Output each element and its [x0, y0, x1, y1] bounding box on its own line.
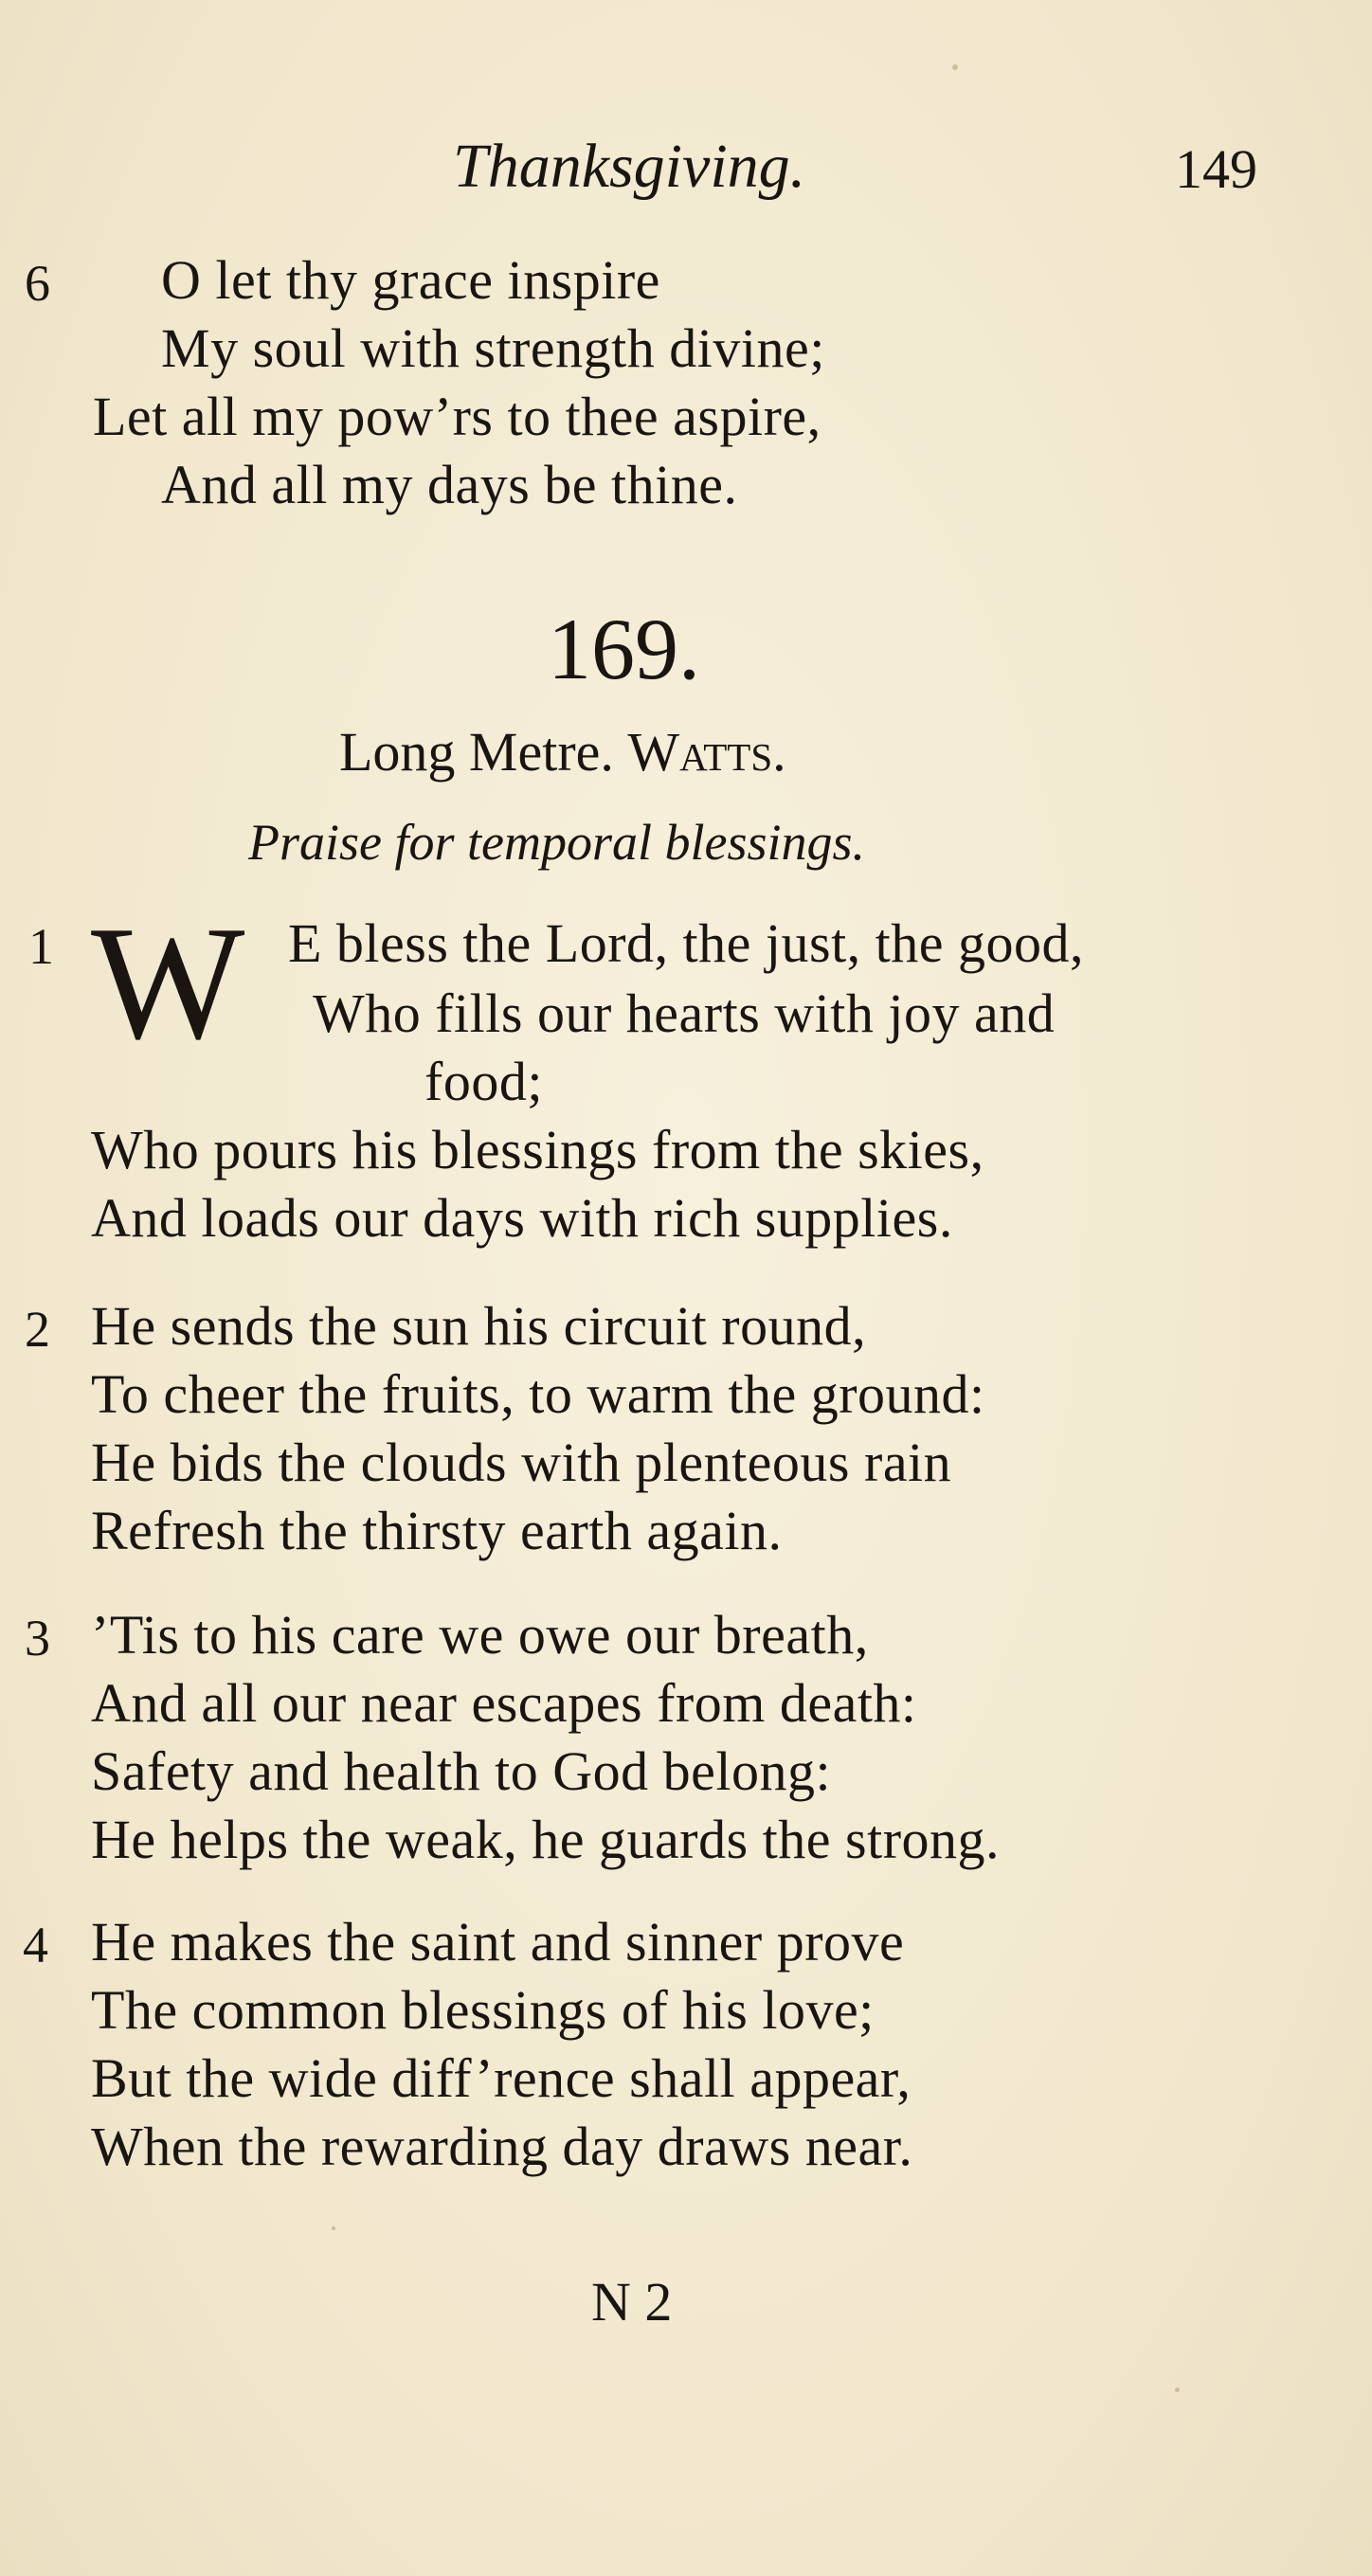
- verse-line: Who pours his blessings from the skies,: [91, 1119, 984, 1180]
- paper-speck: [332, 2226, 335, 2230]
- verse-line: And all our near escapes from death:: [91, 1672, 917, 1734]
- verse-line: food;: [424, 1051, 543, 1112]
- page-number: 149: [1175, 138, 1257, 200]
- hymn-author: Watts.: [627, 721, 786, 783]
- verse-number: 6: [25, 255, 50, 312]
- hymn-meter: Long Metre.: [339, 721, 614, 783]
- verse-number: 2: [25, 1301, 50, 1358]
- verse-line: He makes the saint and sinner prove: [91, 1911, 905, 1973]
- hymn-number: 169.: [548, 601, 700, 697]
- verse-line: The common blessings of his love;: [91, 1979, 875, 2041]
- verse-line: But the wide diff’rence shall appear,: [91, 2047, 912, 2109]
- verse-number: 4: [23, 1917, 48, 1973]
- verse-line: O let thy grace inspire: [161, 249, 660, 311]
- verse-line: When the rewarding day draws near.: [91, 2116, 913, 2177]
- verse-line: Who fills our hearts with joy and: [313, 982, 1056, 1044]
- verse-line: And loads our days with rich supplies.: [91, 1187, 953, 1249]
- verse-line: He bids the clouds with plenteous rain: [91, 1432, 952, 1493]
- verse-line: ’Tis to his care we owe our breath,: [91, 1604, 869, 1666]
- hymn-subject: Praise for temporal blessings.: [248, 814, 866, 871]
- verse-line: My soul with strength divine;: [161, 317, 825, 379]
- verse-line: He sends the sun his circuit round,: [91, 1295, 867, 1357]
- hymn-meter-line: [339, 720, 786, 784]
- verse-number: 1: [28, 918, 54, 975]
- verse-line: And all my days be thine.: [161, 454, 738, 515]
- drop-cap: W: [91, 893, 245, 1073]
- verse-line: He helps the weak, he guards the strong.: [91, 1809, 1001, 1870]
- verse-line: To cheer the fruits, to warm the ground:: [91, 1363, 985, 1425]
- verse-line: E bless the Lord, the just, the good,: [288, 912, 1085, 974]
- running-title: Thanksgiving.: [453, 132, 806, 201]
- signature-mark: N 2: [591, 2271, 673, 2333]
- verse-line: Refresh the thirsty earth again.: [91, 1500, 783, 1561]
- paper-speck: [1175, 2387, 1180, 2392]
- verse-line: Safety and health to God belong:: [91, 1740, 832, 1802]
- verse-line: Let all my pow’rs to thee aspire,: [93, 386, 821, 447]
- verse-number: 3: [25, 1610, 50, 1666]
- paper-speck: [952, 64, 958, 70]
